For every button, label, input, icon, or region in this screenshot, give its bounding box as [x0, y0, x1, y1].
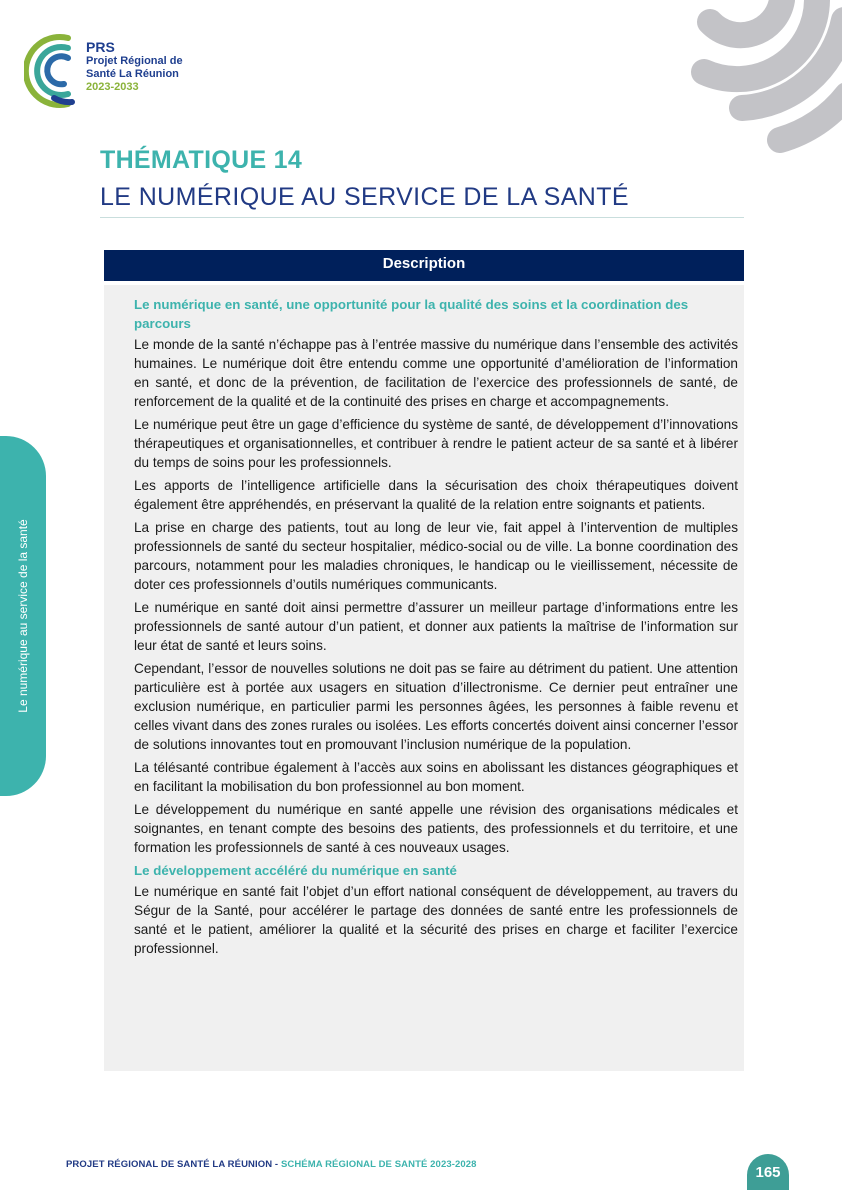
section-subheading: Le numérique en santé, une opportunité pour la qualité des soins et la coordination des parcours: [134, 297, 689, 331]
theme-title: LE NUMÉRIQUE AU SERVICE DE LA SANTÉ: [100, 183, 629, 211]
paragraph: La prise en charge des patients, tout au long de leur vie, fait appel à l’intervention de multiples professionnels de santé du secteur hospitalier, médico-social ou de ville. La bonne coordination des parcours, notamment pour les maladies chroniques, le handicap ou le vieillissement, nécessite de doter ces professionnels d’outils numériques communicants.: [134, 520, 738, 592]
footer-separator: -: [272, 1159, 281, 1170]
theme-number: THÉMATIQUE 14: [100, 146, 303, 174]
footer-project: PROJET RÉGIONAL DE SANTÉ LA RÉUNION: [66, 1159, 273, 1170]
prs-arcs-logo-icon: [24, 28, 84, 113]
footer-schema: SCHÉMA RÉGIONAL DE SANTÉ 2023-2028: [280, 1159, 477, 1170]
logo-line-1: Projet Régional de: [86, 55, 183, 67]
logo-line-2: Santé La Réunion: [86, 68, 179, 80]
description-body: [104, 285, 744, 1071]
side-section-tab: [0, 436, 46, 796]
paragraph: Le monde de la santé n’échappe pas à l’entrée massive du numérique dans l’ensemble des activités humaines. Le numérique doit être entendu comme une opportunité d’amélioration de l’information en santé, et donc de la prévention, de facilitation de l’exercice des professionnels de santé, de renforcement de la qualité et de la continuité des prises en charge et accompagnements.: [134, 337, 738, 409]
paragraph: Le numérique en santé doit ainsi permettre d’assurer un meilleur partage d’informations entre les professionnels de santé autour d’un patient, et donner aux patients la maîtrise de l’information sur leur état de santé et leurs soins.: [134, 600, 738, 653]
footer-label: [66, 1159, 477, 1170]
paragraph: Le numérique en santé fait l’objet d’un effort national conséquent de développement, au travers du Ségur de la Santé, pour accélérer le partage des données de santé entre les professionnels de santé et le patient, améliorer la qualité et la sécurité des prises en charge et faciliter l’exercice professionnel.: [134, 884, 738, 956]
logo-years: 2023-2033: [86, 81, 139, 93]
section-subheading: Le développement accéléré du numérique en santé: [134, 863, 457, 878]
logo-acronym: PRS: [86, 39, 115, 55]
paragraph: La télésanté contribue également à l’accès aux soins en abolissant les distances géographiques et en facilitant la mobilisation du bon professionnel au bon moment.: [134, 760, 738, 794]
paragraph: Le numérique peut être un gage d’efficience du système de santé, de développement d’l’innovations thérapeutiques et organisationnelles, et contribuer à rendre le patient acteur de sa santé et à libérer du temps de soins pour les professionnels.: [134, 417, 738, 470]
page-number: 165: [747, 1154, 789, 1190]
prs-logo: [24, 28, 214, 113]
grey-arcs-decoration-icon: [682, 0, 842, 160]
title-divider: [100, 217, 744, 218]
paragraph: Les apports de l’intelligence artificielle dans la sécurisation des choix thérapeutiques doivent également être appréhendés, en préservant la qualité de la relation entre soignants et patients.: [134, 478, 738, 512]
description-header: Description: [104, 250, 744, 281]
paragraph: Cependant, l’essor de nouvelles solutions ne doit pas se faire au détriment du patient. Une attention particulière est à portée aux usagers en situation d’illectronisme. Ce dernier peut entraîner une exclusion numérique, en particulier parmi les personnes âgées, les personnes à faible revenu et celles vivant dans des zones rurales ou isolées. Les efforts concertés doivent ainsi concerner l’essor de solutions innovantes tout en promouvant l’inclusion numérique de la population.: [134, 661, 738, 752]
paragraph: Le développement du numérique en santé appelle une révision des organisations médicales et soignantes, en tenant compte des besoins des patients, des professionnels et du territoire, et une formation les professionnels de santé à ces nouveaux usages.: [134, 802, 738, 855]
side-tab-label: Le numérique au service de la santé: [16, 519, 30, 713]
